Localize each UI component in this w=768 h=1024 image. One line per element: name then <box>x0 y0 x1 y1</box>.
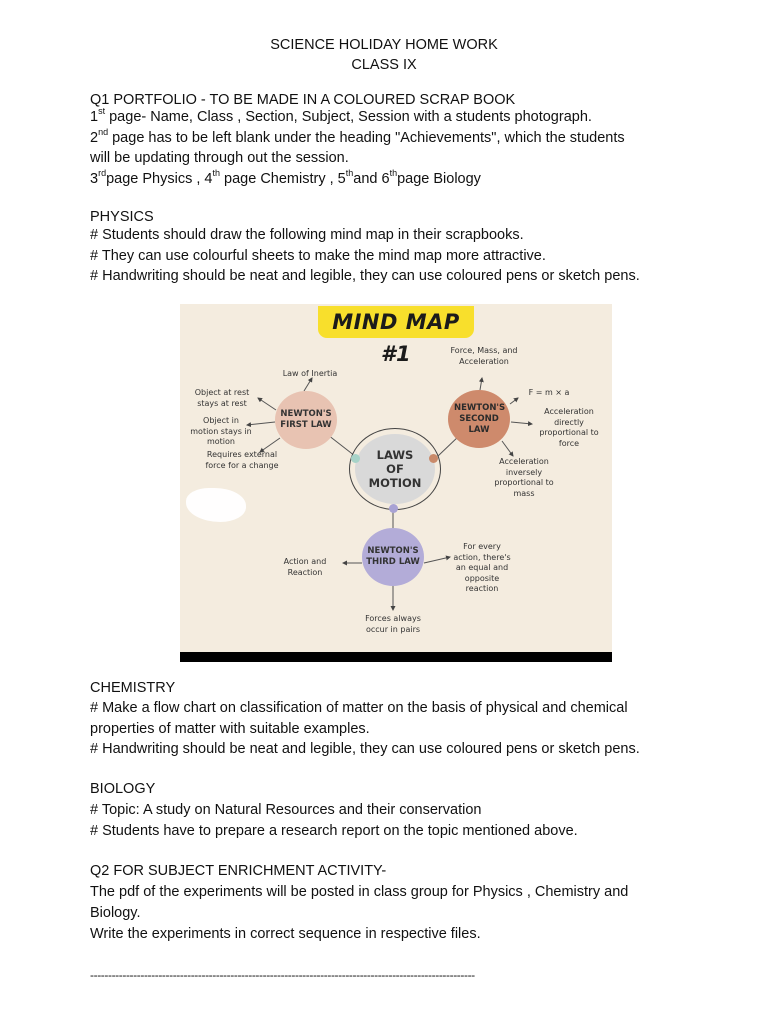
q1-heading: Q1 PORTFOLIO - TO BE MADE IN A COLOURED SCRAP BOOK <box>90 92 516 108</box>
label-action-and-reaction: Action and Reaction <box>283 557 327 577</box>
label-acceleration-directly-proportional: Acceleration directly proportional to force <box>539 407 599 448</box>
figure-bottom-bar <box>180 652 612 662</box>
label-object-in-motion: Object in motion stays in motion <box>190 416 252 446</box>
q2-heading: Q2 FOR SUBJECT ENRICHMENT ACTIVITY- <box>90 863 387 879</box>
label-f-equals-ma: F = m × a <box>528 388 570 397</box>
q1-page1-line: 1st page- Name, Class , Section, Subject, Session with a students photograph. <box>90 106 592 125</box>
node-newtons-second-law: NEWTON'S SECOND LAW <box>448 390 510 448</box>
node-newtons-third-law: NEWTON'S THIRD LAW <box>362 528 424 586</box>
q2-line-2: Write the experiments in correct sequence in respective files. <box>90 926 481 942</box>
chemistry-line-1: # Make a flow chart on classification of matter on the basis of physical and chemical <box>90 700 628 716</box>
mind-map-figure <box>180 304 612 662</box>
physics-heading: PHYSICS <box>90 209 154 225</box>
center-node-laws-of-motion: LAWS OF MOTION <box>355 434 435 504</box>
mind-map-title: MIND MAP #1 <box>318 306 474 338</box>
chemistry-heading: CHEMISTRY <box>90 680 176 696</box>
label-law-of-inertia: Law of Inertia <box>282 369 338 378</box>
label-acceleration-inversely-proportional: Acceleration inversely proportional to mass <box>494 457 554 498</box>
label-force-mass-acceleration: Force, Mass, and Acceleration <box>450 346 518 366</box>
q1-page3-line: 3rdpage Physics , 4th page Chemistry , 5thand 6thpage Biology <box>90 168 481 187</box>
q2-line-1: The pdf of the experiments will be posted in class group for Physics , Chemistry and <box>90 884 629 900</box>
label-for-every-action: For every action, there's an equal and opposite reaction <box>453 542 511 593</box>
q1-page2-line: 2nd page has to be left blank under the heading "Achievements", which the students <box>90 127 625 146</box>
physics-line-2: # They can use colourful sheets to make the mind map more attractive. <box>90 248 546 264</box>
chemistry-line-2: # Handwriting should be neat and legible, they can use coloured pens or sketch pens. <box>90 741 640 757</box>
physics-line-3: # Handwriting should be neat and legible, they can use coloured pens or sketch pens. <box>90 268 640 284</box>
connector-dot-right <box>429 454 438 463</box>
document-title: SCIENCE HOLIDAY HOME WORK <box>270 37 498 53</box>
label-object-at-rest: Object at rest stays at rest <box>194 388 250 408</box>
q2-line-1-continued: Biology. <box>90 905 141 921</box>
label-forces-occur-in-pairs: Forces always occur in pairs <box>365 614 421 634</box>
divider-line: ----------------------------------------------------------------------------------------------------------- <box>90 968 475 982</box>
connector-dot-left <box>351 454 360 463</box>
node-newtons-first-law: NEWTON'S FIRST LAW <box>275 391 337 449</box>
biology-heading: BIOLOGY <box>90 781 156 797</box>
q1-page2-continued: will be updating through out the session. <box>90 150 349 166</box>
class-line: CLASS IX <box>351 57 417 73</box>
physics-line-1: # Students should draw the following mind map in their scrapbooks. <box>90 227 524 243</box>
connector-dot-bottom <box>389 504 398 513</box>
biology-line-2: # Students have to prepare a research report on the topic mentioned above. <box>90 823 578 839</box>
label-requires-external-force: Requires external force for a change <box>205 450 279 470</box>
chemistry-line-1-continued: properties of matter with suitable examples. <box>90 721 370 737</box>
biology-line-1: # Topic: A study on Natural Resources and their conservation <box>90 802 482 818</box>
